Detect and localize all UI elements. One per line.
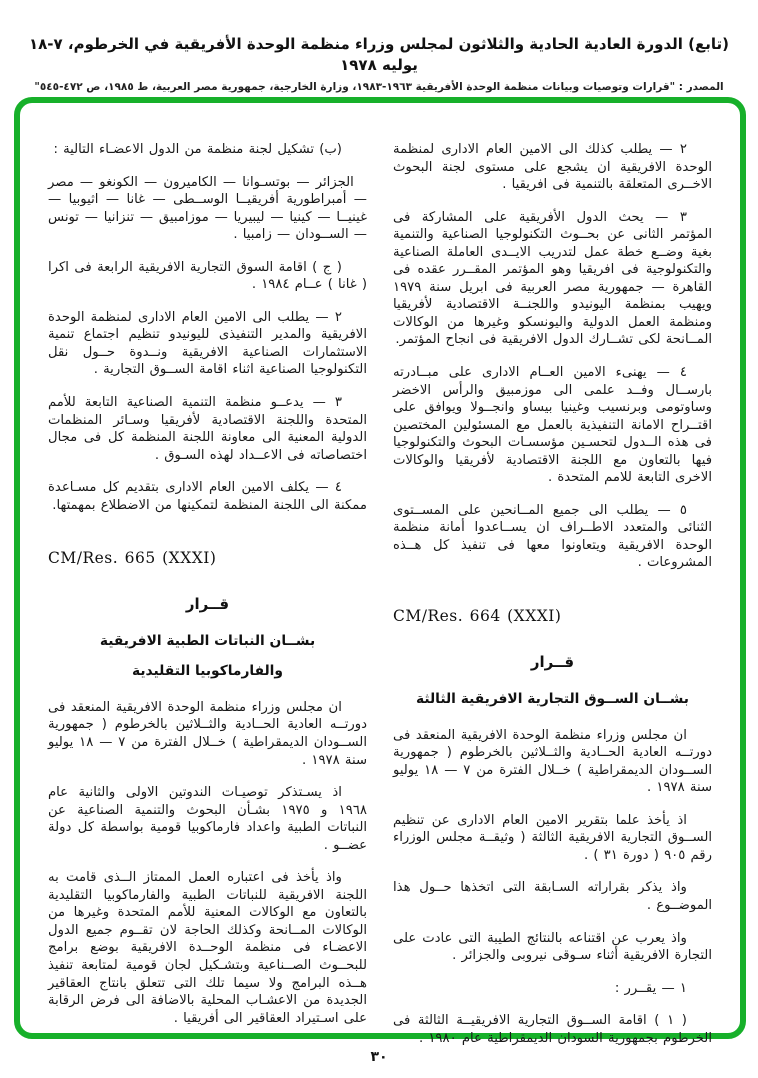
resolution-665-preamble-2: اذ يسـتذكر توصيـات الندوتين الاولى والثانية عام ١٩٦٨ و ١٩٧٥ بشـأن البحوث والتنمية الصناعية عن النباتات الطبية واعداد فارماكوبيا قومية بواسطة كل دولة عضــو .	[48, 785, 367, 853]
resolution-664-preamble-2: اذ يأخذ علما بتقرير الامين العام الادارى عن تنظيم الســوق التجارية الافريقية الثالثة ( وثيقــة مجلس الوزراء رقم ٩٠٥ ( دورة ٣١ ) .	[393, 812, 712, 863]
resolution-665-subject-line1: بشــان النباتات الطبية الافريقية	[99, 632, 316, 649]
source-citation: المصدر : "قرارات وتوصيات وبيانات منظمة الوحدة الأفريقية ١٩٦٣-١٩٨٣، وزارة الخارجية، جمهورية مصر العربية، ط ١٩٨٥، ص ٤٧٢-٥٤٥"	[34, 81, 724, 93]
resolution-665-subject-line2: والفارماكوبيا التقليدية	[132, 662, 283, 679]
resolution-664-decides-label: ١ — يقــرر :	[614, 980, 687, 996]
resolution-664-id: CM/Res. 664 (XXXI)	[393, 607, 562, 626]
session-title: (تابع) الدورة العادية الحادية والثلاثون لمجلس وزراء منظمة الوحدة الأفريقية في الخرطوم، ٧-١٨ يوليه ١٩٧٨	[28, 35, 730, 74]
page-number: ٣٠	[370, 1049, 388, 1065]
resolution-663-clause-2: ٢ — يطلب كذلك الى الامين العام الادارى لمنظمة الوحدة الافريقية ان يشجع على مستوى لجنة البحوث الاخــرى المتعلقة بالتنمية فى افريقيا .	[393, 142, 712, 193]
resolution-664-decision-1: ( ١ ) اقامة الســوق التجارية الافريقيــة الثالثة فى الخرطوم بجمهورية السودان الديمقراطية عام ١٩٨٠ .	[393, 1013, 712, 1046]
green-border-frame	[14, 97, 746, 1046]
resolution-663-clause-4: ٤ — يهنىء الامين العــام الادارى على مبــادرته بارســال وفــد علمى الى موزمبيق والرأس الاخضر وساوتومى وبرنسيب وغينيا بيساو وانجــولا ويوافق على اقتــراح الامانة التنفيذية بالعمل مع المسئولين المختصين فى هذه الــدول لتحسـين مؤسسـات البحوث والتكنولوجيا فيها بالتعاون مع اللجنة الاقتصادية لأفريقيا والوكالات الاخرى التابعة للامم المتحدة .	[393, 365, 712, 486]
resolution-664-preamble-3: واذ يذكر بقراراته السـابقة التى اتخذها حــول هذا الموضــوع .	[393, 880, 712, 914]
resolution-664-clause-3: ٣ — يدعــو منظمة التنمية الصناعية التابعة للأمم المتحدة واللجنة الاقتصادية لأفريقيا وسـائر المنظمات الدولية المعنية الى معاونة اللجنة المنظمة كل فى مجال اختصاصاته فى الاعــداد لهذه السـوق .	[48, 395, 367, 463]
resolution-663-clause-5: ٥ — يطلب الى جميع المــانحين على المســتوى الثنائى والمتعدد الاطــراف ان يســاعدوا أمانة منظمة الوحدة الافريقية ويتعاونوا معها فى تنفيذ كل هــذه المشروعات .	[393, 502, 712, 571]
resolution-664-preamble-1: ان مجلس وزراء منظمة الوحدة الافريقية المنعقد فى دورتــه العادية الحــادية والثــلاثين بالخرطوم ( جمهورية الســودان الديمقراطية ) خــلال الفترة من ٧ — ١٨ يوليو سنة ١٩٧٨ .	[393, 727, 712, 796]
two-column-text-area	[20, 103, 740, 1046]
resolution-665-id: CM/Res. 665 (XXXI)	[48, 549, 217, 568]
resolution-664-item-b: (ب) تشكيل لجنة منظمة من الدول الاعضـاء التالية :	[53, 142, 342, 157]
document-header	[22, 34, 736, 93]
resolution-664-subject: بشــان الســوق التجارية الافريقية الثالثة	[416, 690, 689, 707]
left-column	[48, 141, 367, 1026]
resolution-665-preamble-1: ان مجلس وزراء منظمة الوحدة الافريقية المنعقد فى دورتــه العادية الحــادية والثــلاثين بالخرطوم ( جمهورية الســودان الديمقراطية ) خــلال الفترة من ٧ — ١٨ يوليو سنة ١٩٧٨ .	[48, 699, 367, 768]
resolution-664-clause-4: ٤ — يكلف الامين العام الادارى بتقديم كل مسـاعدة ممكنة الى اللجنة المنظمة لتمكينها من الاضطلاع بمهمتها.	[48, 480, 367, 513]
resolution-664-heading: قــرار	[530, 652, 575, 671]
resolution-664-item-c: ( ج ) اقامة السوق التجارية الافريقية الرابعة فى اكرا ( غانا ) عــام ١٩٨٤ .	[48, 259, 367, 293]
page-footer	[0, 1046, 758, 1065]
resolution-663-clause-3: ٣ — يحث الدول الأفريقية على المشاركة فى المؤتمر الثانى عن بحــوث التكنولوجيا الصناعية والتنمية بغية وضــع خطة عمل لتدريب الايــدى العاملة الصناعية والتكنولوجية فى افريقيا وهو المؤتمر المقــرر عقده فى القاهرة — جمهورية مصر العربية فى ابريل سنة ١٩٧٩ ويهيب بمنظمة اليونيدو واللجنــة الاقتصادية لأفريقيا ومنظمة العمل الدولية واليونسكو وغيرها من الوكالات المــانحة لكى تشــارك الدول الافريقية فى انجاح المؤتمر.	[393, 209, 712, 348]
right-column	[393, 141, 712, 1046]
member-states-list: الجزائر — بوتسـوانا — الكاميرون — الكونغو — مصر — أمبراطورية أفريقيــا الوســطى — غانا — اثيوبيا — غينيــا — كينيا — ليبيريا — موزامبيق — تنزانيا — تونس — الســودان — زامبيا .	[48, 174, 367, 243]
resolution-664-preamble-4: واذ يعرب عن اقتناعه بالنتائج الطيبة التى عادت على التجارة الافريقية أثناء سـوقى نيروبى والجزائر .	[393, 930, 712, 964]
resolution-665-heading: قــرار	[185, 594, 230, 613]
resolution-664-clause-2: ٢ — يطلب الى الامين العام الادارى لمنظمة الوحدة الافريقية والمدير التنفيذى لليونيدو تنظيم اجتماع تنمية الاستثمارات الصناعية الافريقية ونــدوة حــول نقل التكنولوجيا الصناعية اثناء اقامة الســوق التجارية .	[48, 309, 367, 378]
resolution-665-preamble-3: واذ يأخذ فى اعتباره العمل الممتاز الــذى قامت به اللجنة الافريقية للنباتات الطبية والفارماكوبيا التقليدية بالتعاون مع الوكالات المعنية للأمم المتحدة وغيرها من الوكالات المــانحة وكذلك الحاجة لان تقــوم جميع الدول الاعضـاء فى منظمة الوحــدة الافريقية بوضع برامج للبحــوث الصــناعية وبتشـكيل لجان قومية لمتابعة تنفيذ هــذه البرامج ولا سيما تلك التى تتعلق بانتاج العقاقير الجديدة من الاعشـاب المحلية بالاضافة الى فرض الرقابة على اسـتيراد العقاقير الى أفريقيا .	[48, 870, 367, 1026]
